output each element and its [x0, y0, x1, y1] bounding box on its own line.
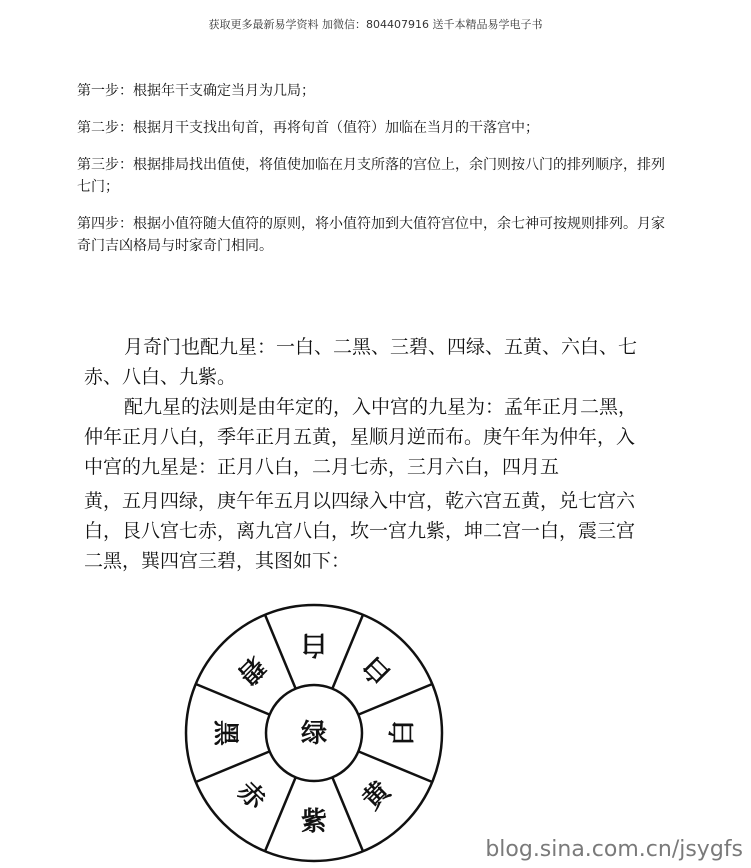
- page-header-banner: 获取更多最新易学资料 加微信：804407916 送千本精品易学电子书: [208, 18, 543, 31]
- wheel-spoke: [358, 751, 432, 782]
- step-1: 第一步：根据年干支确定当月为几局；: [77, 83, 315, 99]
- sector-label-6: 赤: [231, 776, 271, 816]
- wheel-spoke: [332, 777, 363, 851]
- step-3: 第三步：根据排局找出值使，将值使加临在月支所落的宫位上，余门则按八门的排列顺序，排列七门；: [77, 157, 665, 195]
- step-2: 第二步：根据月干支找出旬首，再将旬首（值符）加临在当月的干落宫中；: [77, 120, 539, 136]
- wheel-spoke: [196, 684, 270, 715]
- wheel-spoke: [332, 615, 363, 689]
- nine-stars-rule-paragraph: 配九星的法则是由年定的，入中宫的九星为：孟年正月二黑，仲年正月八白，季年正月五黄，星顺月逆而布。庚午年为仲年，入中宫的九星是：正月八白，二月七赤，三月六白，四月五: [84, 396, 638, 478]
- wheel-spoke: [265, 777, 296, 851]
- wheel-spoke: [196, 751, 270, 782]
- wheel-spoke: [358, 684, 432, 715]
- nine-star-wheel-diagram: [181, 600, 447, 866]
- palace-assignment-paragraph: 黄，五月四绿，庚午年五月以四绿入中宫，乾六宫五黄，兑七宫六白，艮八宫七赤，离九宫八白，坎一宫九紫，坤二宫一白，震三宫二黑，巽四宫三碧，其图如下：: [84, 490, 636, 572]
- scanned-text-block-2: [84, 486, 644, 576]
- sector-label-7: 黑: [210, 719, 240, 747]
- sector-label-8: 碧: [231, 650, 271, 690]
- step-4: 第四步：根据小值符随大值符的原则，将小值符加到大值符宫位中，余七神可按规则排列。月家奇门吉凶格局与时家奇门相同。: [77, 216, 665, 254]
- sector-label-2: 白: [357, 650, 397, 690]
- sector-label-3: 白: [388, 719, 418, 747]
- sector-label-5: 紫: [300, 807, 328, 837]
- sector-label-1: 白: [300, 629, 328, 659]
- watermark: blog.sina.com.cn/jsygfs: [485, 837, 743, 862]
- steps-list: [77, 80, 677, 272]
- nine-stars-paragraph: 月奇门也配九星：一白、二黑、三碧、四绿、五黄、六白、七赤、八白、九紫。: [84, 336, 638, 388]
- scanned-text-block-1: [84, 332, 644, 482]
- wheel-spoke: [265, 615, 296, 689]
- sector-label-4: 黄: [357, 776, 397, 816]
- center-label: 绿: [300, 719, 328, 749]
